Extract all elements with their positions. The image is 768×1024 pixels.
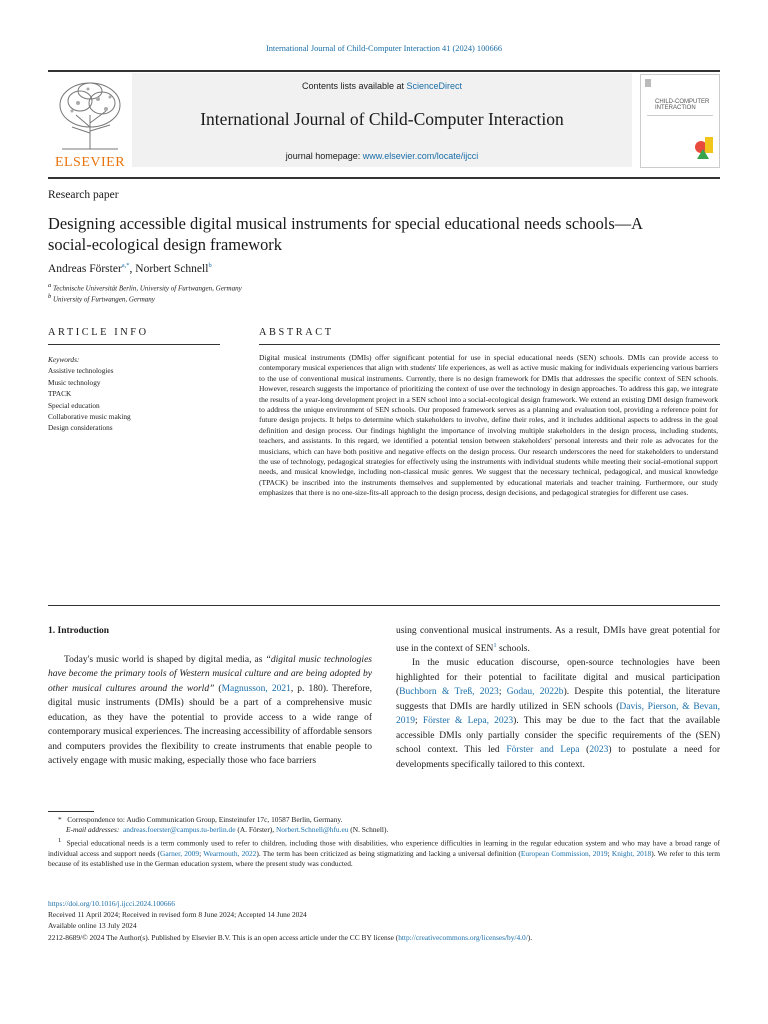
keywords-block [48, 354, 131, 434]
contents-line [132, 81, 632, 91]
abstract-heading: ABSTRACT [259, 327, 334, 338]
intro-heading: 1. Introduction [48, 626, 110, 636]
homepage-link[interactable]: www.elsevier.com/locate/ijcci [362, 151, 479, 161]
license-text-b: ). [527, 932, 533, 942]
footnote-1 [48, 836, 720, 870]
correspondence-note [48, 815, 720, 825]
received-dates: Received 11 April 2024; Received in revised form 8 June 2024; Accepted 14 June 2024 [48, 910, 307, 920]
intro-paragraph-2 [396, 624, 720, 656]
elsevier-wordmark: ELSEVIER [54, 155, 126, 170]
citation-davis[interactable]: Davis, Pierson, & Bevan, 2019 [396, 701, 720, 727]
affil-b-text: University of Furtwangen, Germany [53, 295, 155, 304]
corr-text: Correspondence to: Audio Communication Group, Einsteinufer 17c, 10587 Berlin, Germany. [67, 815, 343, 824]
citation-godau[interactable]: Godau, 2022b [506, 687, 564, 698]
cover-title-line2: INTERACTION [655, 105, 696, 111]
license-text-a: 2212-8689/© 2024 The Author(s). Published by Elsevier B.V. This is an open access article under the CC BY license ( [48, 932, 399, 942]
citation-year-2023[interactable]: 2023 [589, 745, 609, 756]
keywords-label: Keywords: [48, 355, 80, 364]
fn1-text-a: Special educational needs is a term commonly used to refer to children, including those with disabilities, who experience difficulties in learning in the regular education system and who may have a broad range of individual access and support needs ( [48, 838, 720, 858]
journal-cover-thumbnail[interactable] [640, 74, 720, 168]
citation-european-commission[interactable]: European Commission, 2019 [520, 848, 608, 858]
footnote-1-ref[interactable]: 1 [493, 641, 497, 649]
publication-info [48, 898, 748, 943]
p2-text-a: using conventional musical instruments. As a result, DMIs have great potential for use in the context of SEN [396, 626, 720, 654]
email-1-name: (A. Förster), [235, 825, 276, 835]
article-title: Designing accessible digital musical instruments for special educational needs schools—A social-ecological design framework [48, 214, 643, 254]
cover-title [655, 99, 709, 111]
p3-text-e: ) to postulate a need for developments specifically tailored to this context. [396, 745, 720, 770]
journal-reference[interactable]: International Journal of Child-Computer Interaction 41 (2024) 100666 [265, 44, 503, 53]
email-link-1[interactable]: andreas.foerster@campus.tu-berlin.de [123, 825, 236, 835]
contents-prefix: Contents lists available at [301, 81, 407, 91]
journal-title: International Journal of Child-Computer Interaction [200, 109, 564, 129]
homepage-line [132, 151, 632, 161]
journal-banner [48, 71, 720, 170]
citation-forster-and-lepa[interactable]: Förster and Lepa [506, 745, 580, 756]
intro-paragraph-1 [48, 653, 372, 769]
license-line [48, 932, 748, 943]
fn1-sep-1: ; [199, 848, 204, 858]
cover-art-icon [641, 75, 719, 167]
fn1-text-c: ). We refer to this term because of its established use in the German education system, where the present study was conducted. [48, 848, 721, 869]
keyword-item: TPACK [48, 389, 72, 399]
paper-type: Research paper [48, 189, 119, 201]
email-line [48, 825, 720, 835]
sciencedirect-link[interactable]: ScienceDirect [406, 81, 463, 91]
fn1-mark: 1 [58, 836, 62, 844]
author-1-affil-marker[interactable]: a,* [121, 262, 130, 269]
p3-sep-2: ; [415, 716, 423, 727]
affiliation-b [48, 293, 155, 303]
article-info-rule [48, 344, 220, 345]
online-date: Available online 13 July 2024 [48, 921, 137, 931]
keyword-item: Design considerations [48, 423, 113, 433]
doi-link[interactable]: https://doi.org/10.1016/j.ijcci.2024.100666 [48, 899, 175, 908]
author-separator: , [129, 262, 136, 275]
affil-a-marker: a [48, 282, 52, 289]
p3-text-b: ). Despite this potential, the literature suggests that DMIs are hardly utilized in SEN schools ( [396, 687, 720, 712]
p1-quote: “digital music technologies have become the primary tools of Western musical culture and are being adopted by other musical cultures around the world” [48, 654, 372, 694]
banner-center [132, 73, 632, 167]
article-info-heading: ARTICLE INFO [48, 327, 149, 338]
keyword-item: Assistive technologies [48, 366, 114, 376]
keyword-item: Music technology [48, 377, 101, 387]
p3-text-c: ). This may be due to the fact that the available accessible DMIs only partially consider the specific requirements of the (SEN) school context. This led [396, 716, 720, 756]
affil-a-text: Technische Universität Berlin, University of Furtwangen, Germany [53, 284, 242, 293]
email-label: E-mail addresses: [66, 825, 120, 835]
intro-paragraph-3 [396, 656, 720, 772]
keyword-item: Collaborative music making [48, 412, 131, 422]
elsevier-logo [48, 75, 132, 170]
author-2[interactable]: Norbert Schnell [135, 262, 209, 275]
footnotes [48, 815, 720, 870]
homepage-prefix: journal homepage: [285, 151, 363, 161]
citation-garner[interactable]: Garner, 2009 [160, 848, 200, 858]
citation-buchborn[interactable]: Buchborn & Treß, 2023 [399, 687, 499, 698]
p3-text-d: ( [579, 745, 590, 756]
p3-sep-1: ; [498, 687, 507, 698]
affil-b-marker: b [48, 293, 52, 300]
p1-text-c: , p. 180). Therefore, digital music instruments (DMIs) should be a part of a comprehensive music education, as they have the potential to provide access to a wide range of contemporary musical experiences. The increasing accessibility of affordable sensors and computers provides the flexibility to create instruments that enable people to actively engage with music making, especially those who face barriers [48, 683, 372, 766]
citation-knight[interactable]: Knight, 2018 [611, 848, 652, 858]
keyword-item: Special education [48, 400, 100, 410]
p1-text-b: ( [214, 683, 222, 694]
p1-text-a: Today's music world is shaped by digital media, as [64, 654, 266, 665]
fn1-sep-2: ; [607, 848, 612, 858]
abstract-text: Digital musical instruments (DMIs) offer significant potential for use in special educational needs (SEN) schools. DMIs can provide access to contemporary musical experiences that align with students' life experiences, as well as active music making for individuals experiencing various barriers to the use of conventional musical instruments. Currently, there is no design framework for DMIs that addresses the specific context of SEN schools. However, research suggests the importance of prioritizing the context of use over the technology in design approaches. To address this gap, we integrate the results of a year-long development project in a SEN school into a social-ecological design framework. We extend an existing DMI design framework to address the unique environment of SEN schools. Our proposed framework serves as a planning and evaluation tool, providing a reference point for future design projects. It helps to determine which stakeholders to involve, define their roles, and it includes additional aspects to address in the goal definition and design process. Our findings highlight the importance of involving multiple stakeholders in the design process, including students, teachers, and assistants. In this regard, we identified a potential tension between stakeholders' personal interests and their role as advocates for the musicians, which can have both positive and negative effects on the design process. Our research underscores the need for stakeholders to understand the use of technology, pedagogical strategies for effectively using the instruments with individual students while meeting their social-emotional support needs, and musical knowledge, including non-classical music genres. We suggest that the necessary technical, pedagogical, and musical knowledge (TPACK) be inscribed into the instruments themselves and supplemented by educational materials and teacher training. Furthermore, our study emphasizes that there is no one-size-fits-all approach to the design process, design decisions, and pedagogical strategies for different use cases. [259, 353, 718, 498]
intro-left-column [48, 624, 372, 769]
affiliation-a [48, 282, 242, 292]
author-1[interactable]: Andreas Förster [48, 262, 122, 275]
author-2-affil-marker[interactable]: b [208, 262, 212, 269]
citation-forster-lepa[interactable]: Förster & Lepa, 2023 [422, 716, 514, 727]
author-list [48, 262, 212, 275]
p3-text-a: In the music education discourse, open-source technologies have been highlighted for their potential to facilitate digital and musical participation ( [396, 658, 720, 698]
citation-wearmouth[interactable]: Wearmouth, 2022 [203, 848, 257, 858]
abstract-rule [259, 344, 720, 345]
abstract-bottom-rule [48, 605, 720, 606]
footnote-rule [48, 811, 94, 812]
elsevier-tree-icon [48, 75, 132, 153]
email-2-name: (N. Schnell). [348, 825, 389, 835]
license-link[interactable]: http://creativecommons.org/licenses/by/4.0/ [398, 932, 528, 942]
intro-right-column [396, 624, 720, 772]
cover-title-line1: CHILD-COMPUTER [655, 99, 710, 105]
fn1-text-b: ). The term has been criticized as being stigmatizing and lacking a universal definition ( [256, 848, 521, 858]
email-link-2[interactable]: Norbert.Schnell@hfu.eu [275, 825, 349, 835]
citation-magnusson[interactable]: Magnusson, 2021 [221, 683, 291, 694]
banner-bottom-rule [48, 177, 720, 179]
p2-text-b: schools. [496, 643, 530, 654]
corr-mark: * [58, 815, 62, 824]
